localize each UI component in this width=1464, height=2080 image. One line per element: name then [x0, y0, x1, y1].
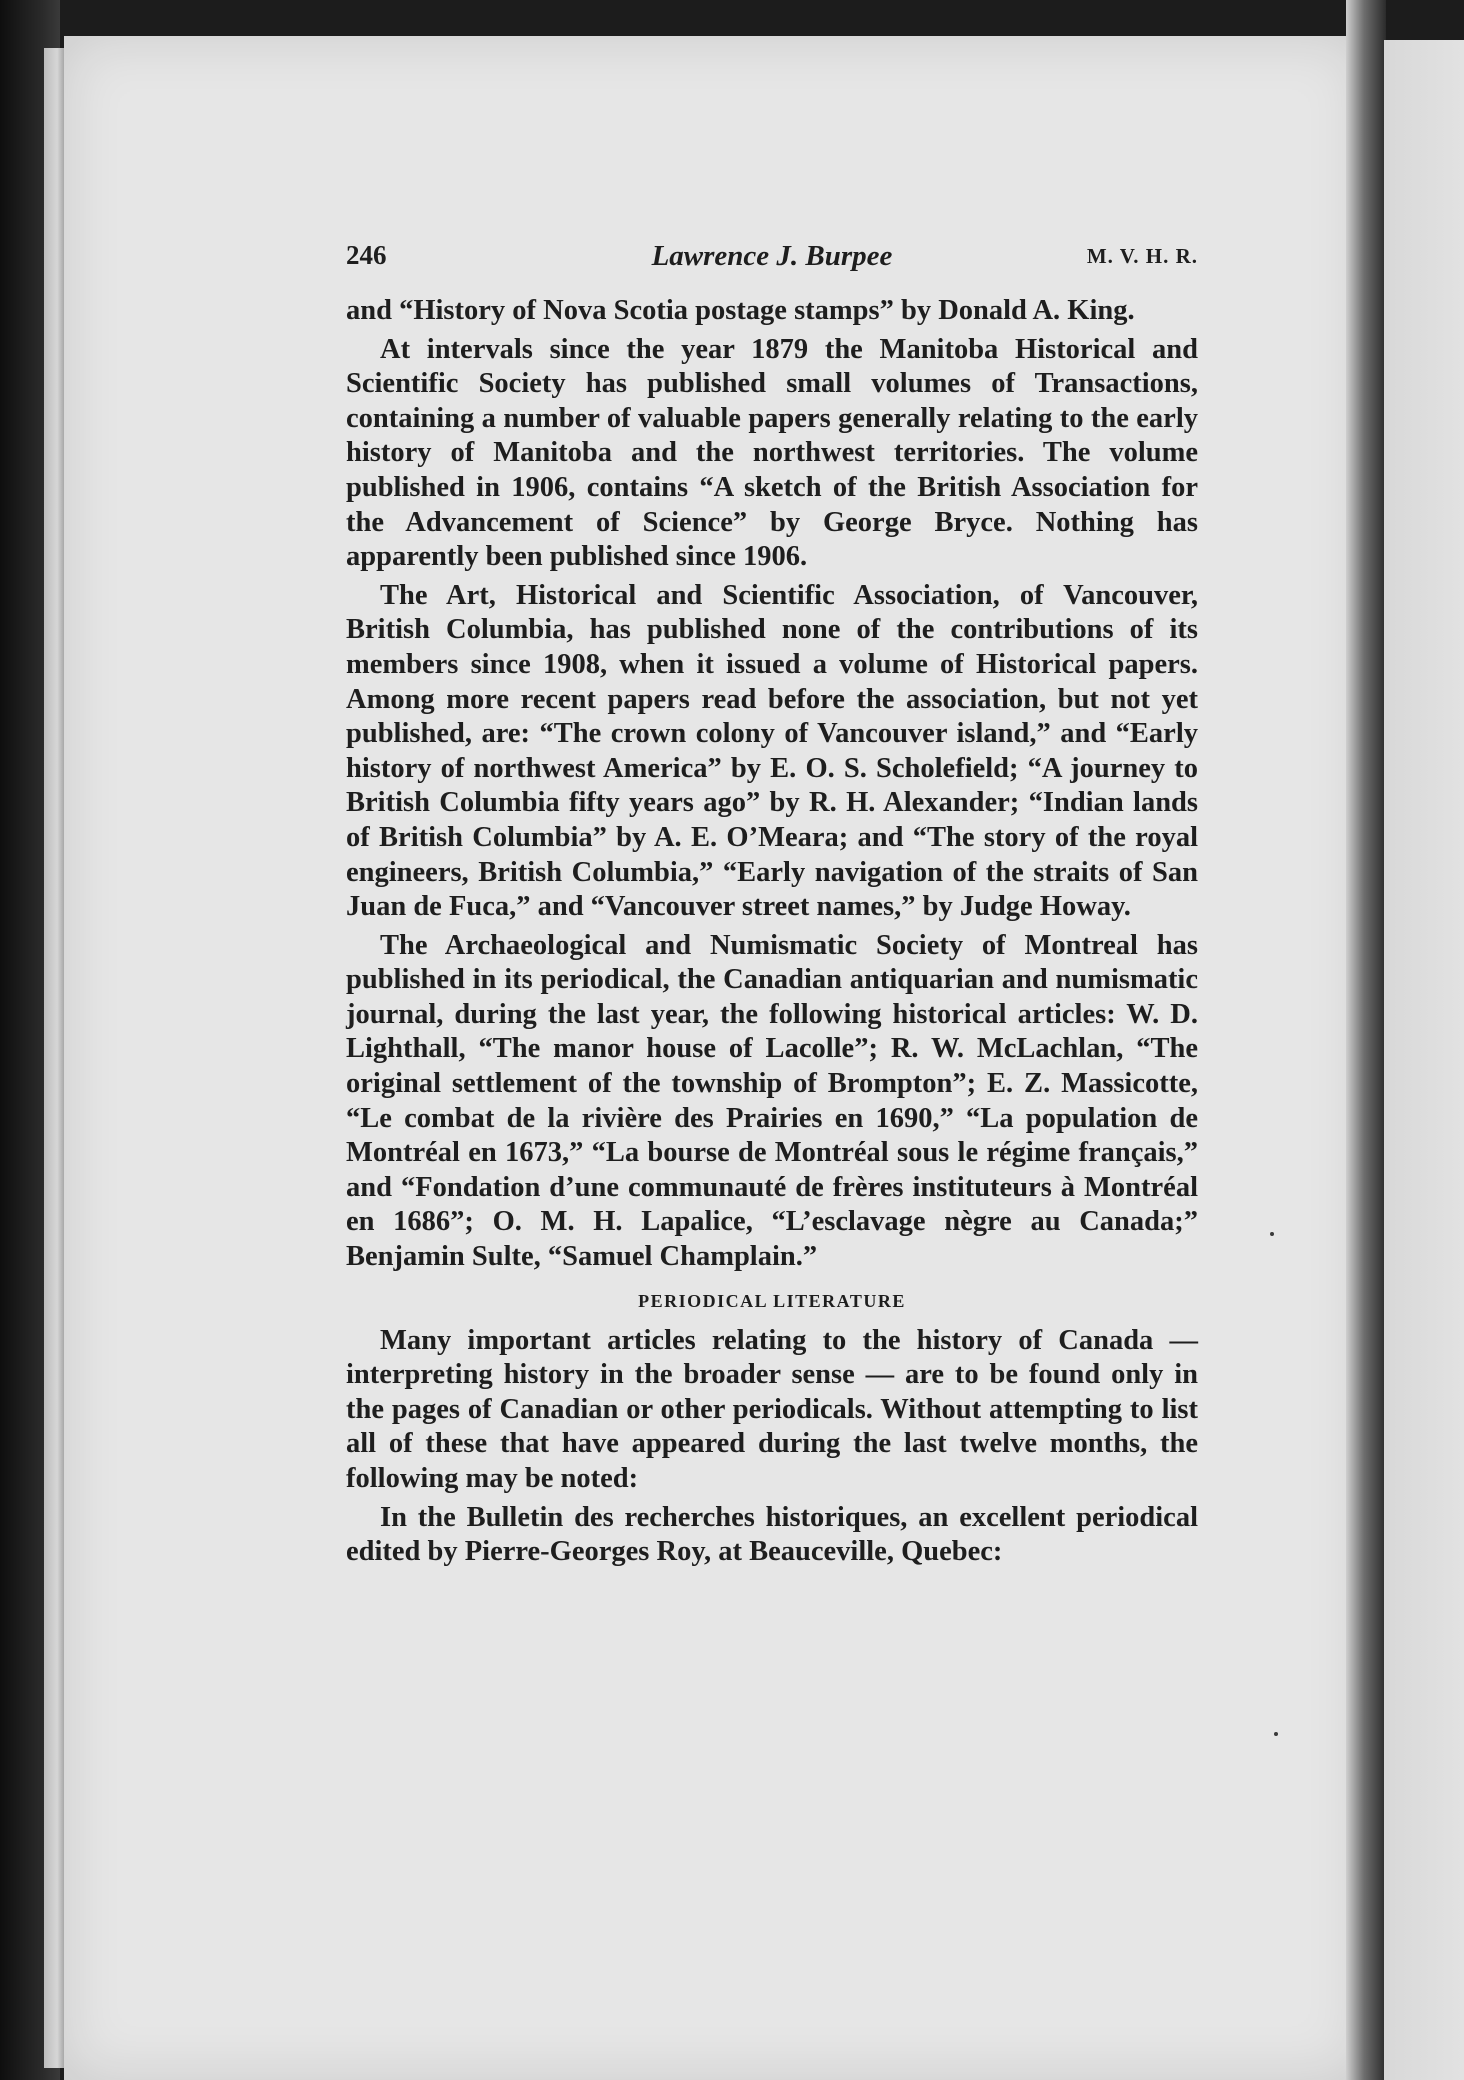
- section-heading: PERIODICAL LITERATURE: [638, 1290, 906, 1311]
- paragraph-vancouver-association: The Art, Historical and Scientific Association, of Vancouver, British Columbia, has published none of the contributions of its members since 1908, when it issued a volume of Historical papers. Among more recent papers read before the association, but not yet published, are: “The crown colony of Vancouver island,” and “Early history of northwest America” by E. O. S. Scholefield; “A journey to British Columbia fifty years ago” by R. H. Alexander; “Indian lands of British Columbia” by A. E. O’Meara; and “The story of the royal engineers, British Columbia,” “Early navigation of the straits of San Juan de Fuca,” and “Vancouver street names,” by Judge Howay.: [346, 579, 1198, 923]
- paragraph-periodical-intro: Many important articles relating to the history of Canada — interpreting history in the broader sense — are to be found only in the pages of Canadian or other periodicals. Without attempting to list all of these that have appeared during the last twelve months, the following may be noted:: [346, 1324, 1198, 1494]
- book-gutter: [1346, 0, 1386, 2080]
- paragraph-manitoba-society: At intervals since the year 1879 the Manitoba Historical and Scientific Society has published small volumes of Transactions, containing a number of valuable papers generally relating to the early history of Manitoba and the northwest territories. The volume published in 1906, contains “A sketch of the British Association for the Advancement of Science” by George Bryce. Nothing has apparently been published since 1906.: [346, 333, 1198, 573]
- page-number: 246: [346, 240, 387, 270]
- paragraph-bulletin: In the Bulletin des recherches historiques, an excellent periodical edited by Pierre-Georges Roy, at Beauceville, Quebec:: [346, 1501, 1198, 1568]
- running-title: Lawrence J. Burpee: [651, 240, 893, 272]
- facing-page-edge: [1384, 40, 1464, 2080]
- page-stack-edge: [44, 48, 66, 2068]
- scan-speck: [1274, 1732, 1278, 1736]
- page-text: [346, 240, 1198, 1574]
- journal-abbreviation: M. V. H. R.: [1086, 244, 1198, 268]
- paragraph-continuation: and “History of Nova Scotia postage stamps” by Donald A. King.: [346, 295, 1135, 326]
- running-head: [346, 240, 1198, 286]
- scan-speck: [1270, 1232, 1274, 1236]
- paragraph-montreal-society: The Archaeological and Numismatic Society of Montreal has published in its periodical, the Canadian antiquarian and numismatic journal, during the last year, the following historical articles: W. D. Lighthall, “The manor house of Lacolle”; R. W. McLachlan, “The original settlement of the township of Brompton”; E. Z. Massicotte, “Le combat de la rivière des Prairies en 1690,” “La population de Montréal en 1673,” “La bourse de Montréal sous le régime français,” and “Fondation d’une communauté de frères instituteurs à Montréal en 1686”; O. M. H. Lapalice, “L’esclavage nègre au Canada;” Benjamin Sulte, “Samuel Champlain.”: [346, 929, 1198, 1273]
